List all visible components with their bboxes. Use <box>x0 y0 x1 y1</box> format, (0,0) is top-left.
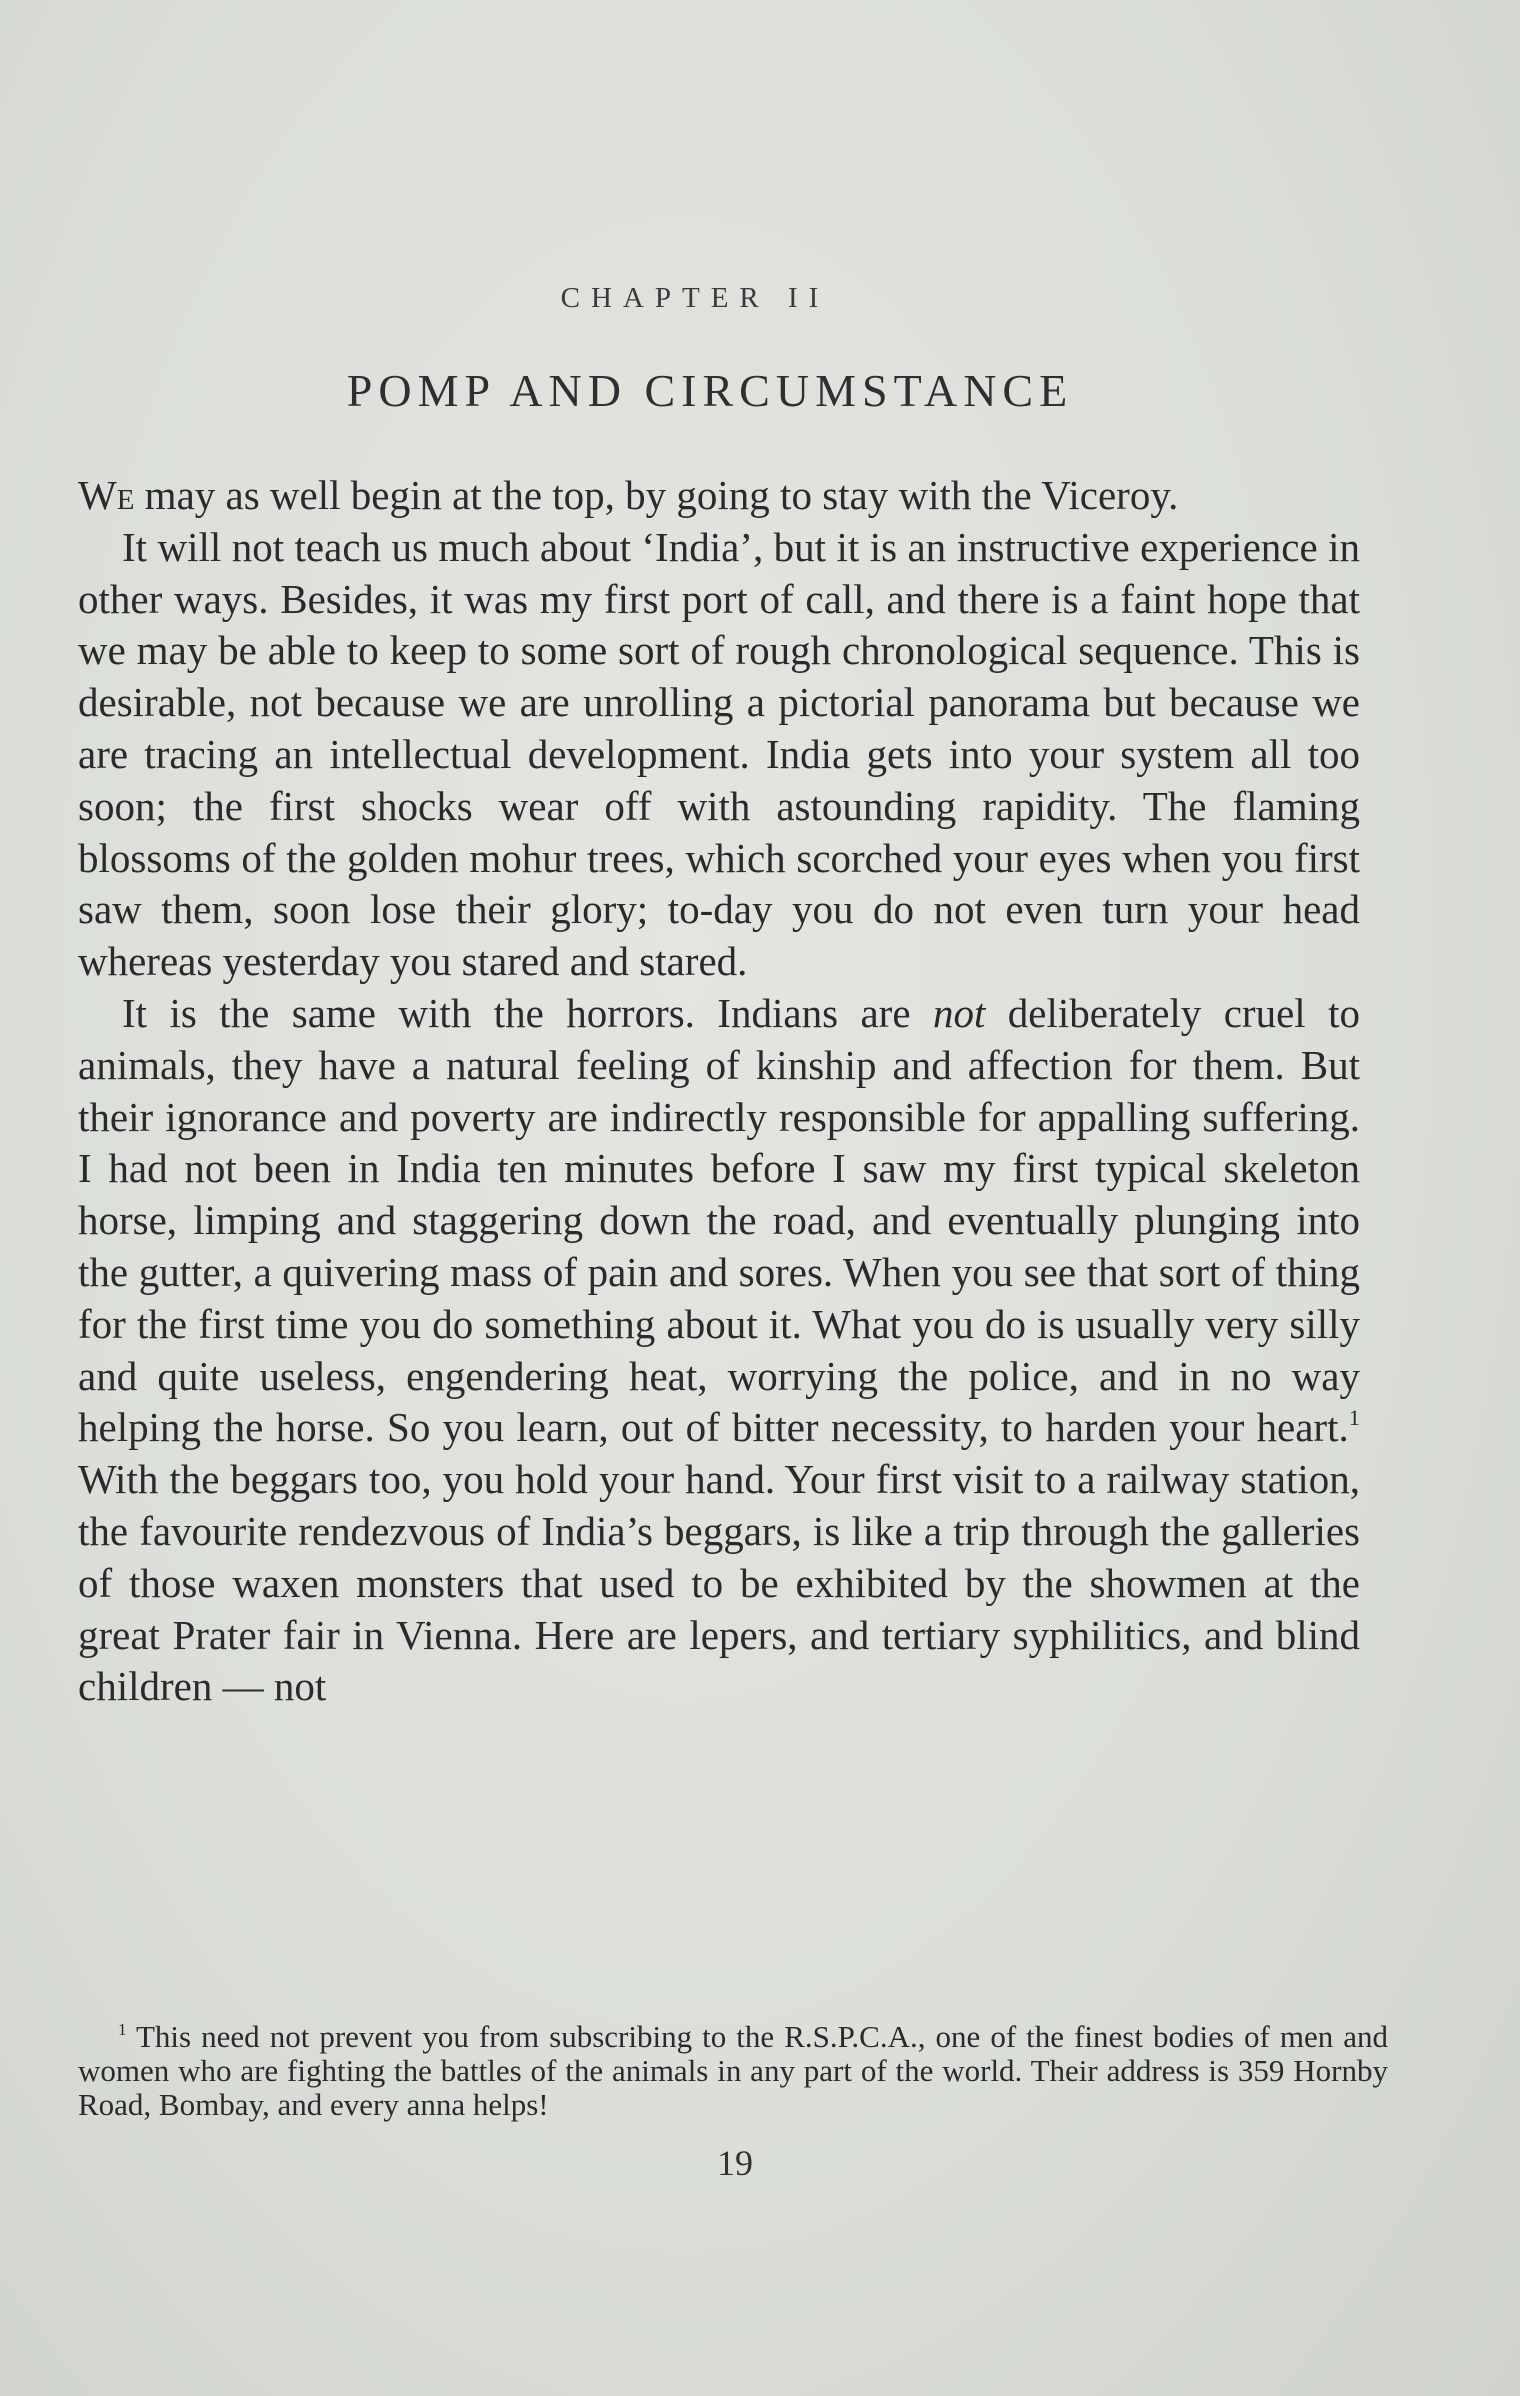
footnote-marker: 1 <box>118 2020 127 2040</box>
paragraph-3-text-a: It is the same with the horrors. Indians are <box>122 989 933 1036</box>
footnote-body <box>78 2020 1388 2122</box>
page-number: 19 <box>717 2143 753 2183</box>
paragraph-3-text-c: With the beggars too, you hold your hand. Your first visit to a railway station, the favourite rendezvous of India’s beggars, is like a trip through the galleries of those waxen monsters that used to be exhibited by the showmen at the great Prater fair in Vienna. Here are lepers, and tertiary syphilitics, and blind children — not <box>78 1456 1360 1710</box>
footnote-text: This need not prevent you from subscribing to the R.S.P.C.A., one of the finest bodies of men and women who are fighting the battles of the animals in any part of the world. Their address is 359 Hornby Road, Bombay, and every anna helps! <box>78 2019 1388 2122</box>
body-text <box>78 470 1360 1713</box>
paragraph-2: It will not teach us much about ‘India’, but it is an instructive experience in other ways. Besides, it was my first port of call, and there is a faint hope that we may be able to keep to some sort of rough chronological sequence. This is desirable, not because we are unrolling a pictorial panorama but because we are tracing an intellectual development. India gets into your system all too soon; the first shocks wear off with astounding rapidity. The flaming blossoms of the golden mohur trees, which scorched your eyes when you first saw them, soon lose their glory; to-day you do not even turn your head whereas yesterday you stared and stared. <box>78 523 1360 985</box>
paragraph-3 <box>78 988 1360 1713</box>
paragraph-1-text: may as well begin at the top, by going to stay with the Viceroy. <box>134 472 1179 518</box>
drop-word: We <box>78 472 135 518</box>
footnote-reference: 1 <box>1348 1405 1360 1431</box>
footnote <box>78 2020 1388 2122</box>
emphasis-not: not <box>932 989 986 1036</box>
chapter-label: CHAPTER II <box>560 282 830 314</box>
paragraph-3-text-b: deliberately cruel to animals, they have a natural feeling of kinship and affection for them. But their ignorance and poverty are indirectly responsible for appalling suffering. I had not been in India ten minutes before I saw my first typical skeleton horse, limping and staggering down the road, and eventually plunging into the gutter, a quivering mass of pain and sores. When you see that sort of thing for the first time you do something about it. What you do is usually very silly and quite useless, engendering heat, worrying the police, and in no way helping the horse. So you learn, out of bitter necessity, to harden your heart. <box>78 989 1360 1451</box>
chapter-title: POMP AND CIRCUMSTANCE <box>346 365 1074 416</box>
paragraph-1 <box>78 470 1360 522</box>
